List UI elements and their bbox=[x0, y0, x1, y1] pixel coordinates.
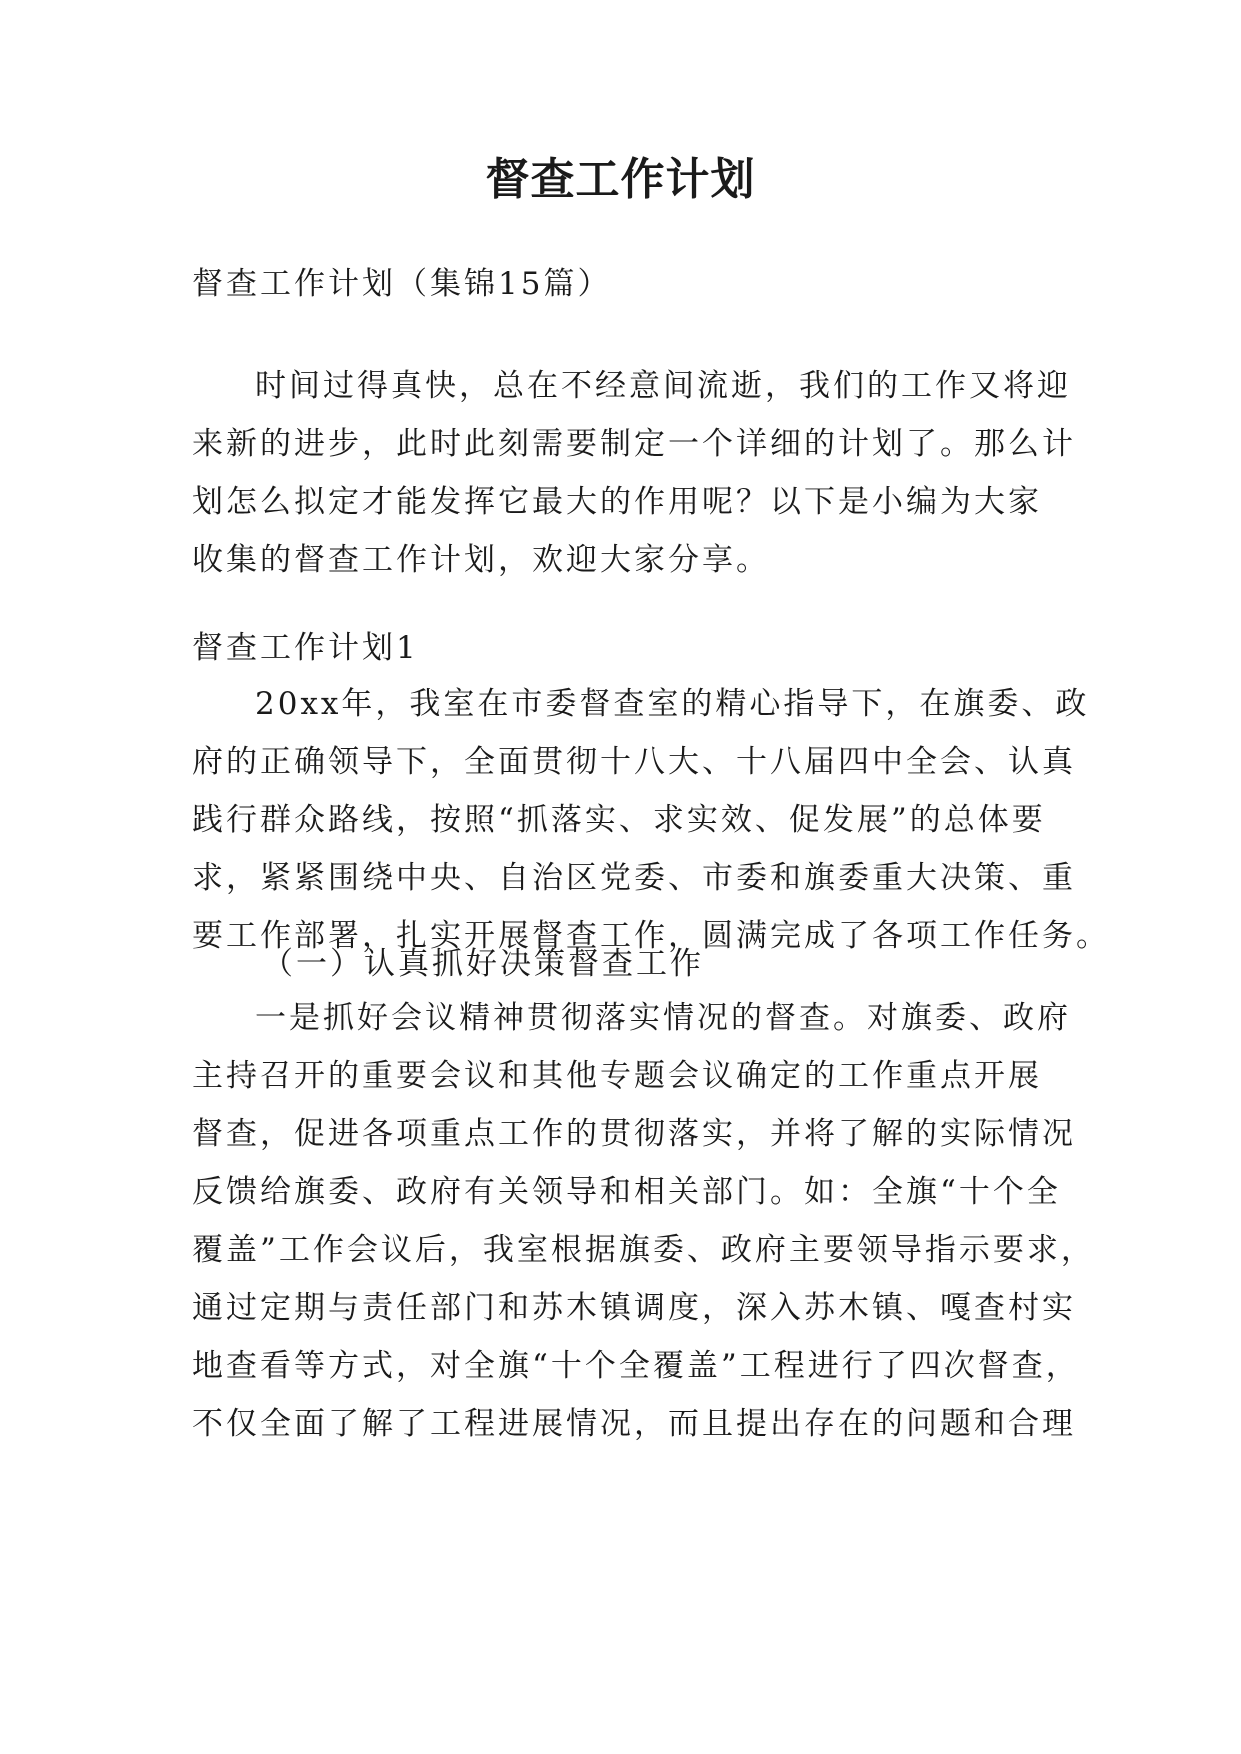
paragraph-line: 地查看等方式，对全旗“十个全覆盖”工程进行了四次督查， bbox=[192, 1348, 1080, 1384]
paragraph-line: 覆盖”工作会议后，我室根据旗委、政府主要领导指示要求， bbox=[192, 1232, 1095, 1268]
intro-paragraph bbox=[192, 357, 1076, 589]
section1-paragraph-2 bbox=[192, 989, 1095, 1453]
paragraph-line: 20xx年，我室在市委督查室的精心指导下，在旗委、政 bbox=[255, 686, 1090, 722]
subheading: （一）认真抓好决策督查工作 bbox=[262, 946, 704, 982]
intro-line: 来新的进步，此时此刻需要制定一个详细的计划了。那么计 bbox=[192, 426, 1076, 462]
paragraph-line: 府的正确领导下，全面贯彻十八大、十八届四中全会、认真 bbox=[192, 744, 1076, 780]
intro-line: 划怎么拟定才能发挥它最大的作用呢？以下是小编为大家 bbox=[192, 484, 1042, 520]
intro-line: 时间过得真快，总在不经意间流逝，我们的工作又将迎 bbox=[255, 368, 1071, 404]
paragraph-line: 一是抓好会议精神贯彻落实情况的督查。对旗委、政府 bbox=[255, 1000, 1071, 1036]
paragraph-line: 督查，促进各项重点工作的贯彻落实，并将了解的实际情况 bbox=[192, 1116, 1076, 1152]
paragraph-line: 主持召开的重要会议和其他专题会议确定的工作重点开展 bbox=[192, 1058, 1042, 1094]
paragraph-line: 通过定期与责任部门和苏木镇调度，深入苏木镇、嘎查村实 bbox=[192, 1290, 1076, 1326]
paragraph-line: 践行群众路线，按照“抓落实、求实效、促发展”的总体要 bbox=[192, 802, 1046, 838]
paragraph-line: 不仅全面了解了工程进展情况，而且提出存在的问题和合理 bbox=[192, 1406, 1076, 1442]
intro-line: 收集的督查工作计划，欢迎大家分享。 bbox=[192, 542, 770, 578]
paragraph-line: 求，紧紧围绕中央、自治区党委、市委和旗委重大决策、重 bbox=[192, 860, 1076, 896]
paragraph-line: 要工作部署，扎实开展督查工作，圆满完成了各项工作任务。 bbox=[192, 918, 1110, 954]
paragraph-line: 反馈给旗委、政府有关领导和相关部门。如：全旗“十个全 bbox=[192, 1174, 1061, 1210]
section-heading: 督查工作计划1 bbox=[192, 630, 419, 666]
document-subtitle: 督查工作计划（集锦15篇） bbox=[192, 266, 612, 302]
section1-paragraph-1 bbox=[192, 675, 1110, 965]
document-title: 督查工作计划 bbox=[485, 154, 756, 205]
